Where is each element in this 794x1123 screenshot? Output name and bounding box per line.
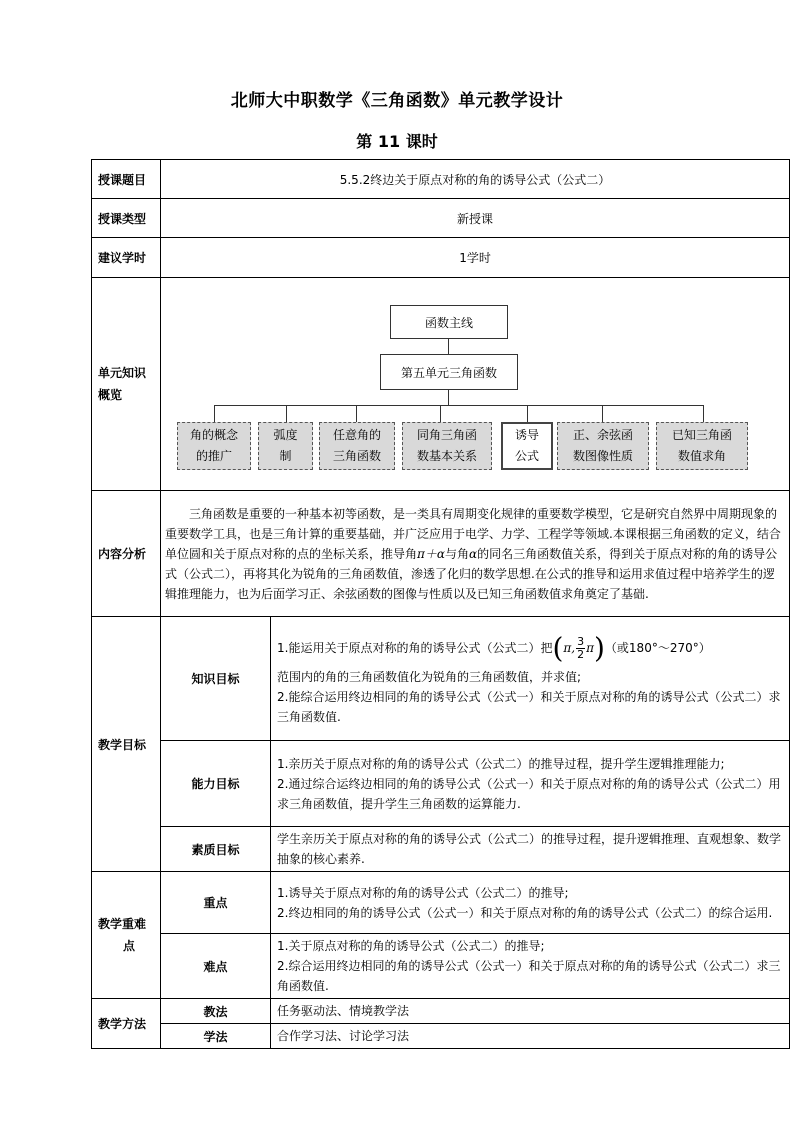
diagram-node-trig-functions: 任意角的 三角函数: [319, 422, 395, 470]
diagram-node-radian: 弧度 制: [258, 422, 313, 470]
connector-line: [527, 405, 528, 422]
row-topic: [92, 160, 790, 199]
knowledge-structure-diagram: [161, 279, 789, 489]
connector-line: [214, 405, 215, 422]
teaching-method-value: 任务驱动法、情境教学法: [271, 999, 790, 1024]
connector-line: [286, 405, 287, 422]
diagram-root-box: 函数主线: [390, 305, 508, 339]
keypoints-label: 教学重难 点: [92, 872, 161, 999]
teaching-method-label: 教法: [161, 999, 271, 1024]
connector-line: [703, 405, 704, 422]
row-difficult-points: [92, 934, 790, 999]
ability-objective-label: 能力目标: [161, 741, 271, 827]
type-value: 新授课: [161, 199, 790, 238]
row-overview: [92, 278, 790, 491]
row-knowledge-objective: [92, 617, 790, 741]
row-type: [92, 199, 790, 238]
hours-value: 1学时: [161, 238, 790, 278]
analysis-text: 三角函数是重要的一种基本初等函数，是一类具有周期变化规律的重要数学模型，它是研究自然界中周期现象的重要数学工具，也是三角计算的重要基础，并广泛应用于电学、力学、工程学等领域.本课根据三角函数的定义，结合单位圆和关于原点对称的点的坐标关系，推导角π＋α与角α的同名三角函数值关系，得到关于原点对称的角的诱导公式（公式二），再将其化为锐角的三角函数值，渗透了化归的数学思想.在公式的推导和运用求值过程中培养学生的逻辑推理能力，也为后面学习正、余弦函数的图像与性质以及已知三角函数值求角奠定了基础.: [165, 506, 781, 601]
diagram-node-basic-relations: 同角三角函 数基本关系: [402, 422, 492, 470]
connector-line: [448, 389, 449, 405]
overview-label-line2: 概览: [98, 388, 123, 402]
document-title: 北师大中职数学《三角函数》单元教学设计: [230, 91, 564, 111]
row-analysis: [92, 491, 790, 617]
key-point-content: 1.诱导关于原点对称的角的诱导公式（公式二）的推导; 2.终边相同的角的诱导公式（公式一）和关于原点对称的角的诱导公式（公式二）的综合运用.: [271, 872, 790, 934]
knowledge-objective-content: 1.能运用关于原点对称的角的诱导公式（公式二）把(π, $\frac{3}{2}$ π)（或180°～270°） 范围内的角的三角函数值化为锐角的三角函数值，并求值; 2.能综合运用终边相同的角的诱导公式（公式一）和关于原点对称的角的诱导公式（公式二）求三角函数值.: [271, 617, 790, 741]
connector-line: [440, 405, 441, 422]
row-teaching-method: [92, 999, 790, 1024]
diagram-node-induction-formula: 诱导 公式: [501, 422, 553, 470]
overview-label: [92, 278, 161, 491]
diagram-node-angle-concept: 角的概念 的推广: [177, 422, 251, 470]
difficult-point-content: 1.关于原点对称的角的诱导公式（公式二）的推导; 2.综合运用终边相同的角的诱导公式（公式一）和关于原点对称的角的诱导公式（公式二）求三角函数值.: [271, 934, 790, 999]
learning-method-value: 合作学习法、讨论学习法: [271, 1024, 790, 1049]
connector-bar: [214, 405, 703, 406]
difficult-point-label: 难点: [161, 934, 271, 999]
hours-label: 建议学时: [92, 238, 161, 278]
connector-line: [448, 338, 449, 354]
diagram-node-sine-cosine-graphs: 正、余弦函 数图像性质: [557, 422, 649, 470]
topic-value: 5.5.2终边关于原点对称的角的诱导公式（公式二）: [161, 160, 790, 199]
row-learning-method: [92, 1024, 790, 1049]
row-hours: [92, 238, 790, 278]
analysis-cell: [161, 491, 790, 617]
literacy-objective-content: 学生亲历关于原点对称的角的诱导公式（公式二）的推导过程，提升逻辑推理、直观想象、数学抽象的核心素养.: [271, 827, 790, 872]
topic-label: 授课题目: [92, 160, 161, 199]
learning-method-label: 学法: [161, 1024, 271, 1049]
overview-label-line1: 单元知识: [98, 366, 147, 380]
math-alpha: α: [469, 546, 478, 561]
connector-line: [602, 405, 603, 422]
knowledge-objective-label: 知识目标: [161, 617, 271, 741]
analysis-label: 内容分析: [92, 491, 161, 617]
methods-label: 教学方法: [92, 999, 161, 1049]
ability-objective-content: 1.亲历关于原点对称的角的诱导公式（公式二）的推导过程，提升学生逻辑推理能力; 2.通过综合运终边相同的角的诱导公式（公式一）和关于原点对称的角的诱导公式（公式二）用求三角函数值，提升学生三角函数的运算能力.: [271, 741, 790, 827]
objectives-label: 教学目标: [92, 617, 161, 872]
row-key-points: [92, 872, 790, 934]
math-pi-plus-alpha: π＋α: [417, 546, 446, 561]
diagram-node-find-angle: 已知三角函 数值求角: [656, 422, 748, 470]
key-point-label: 重点: [161, 872, 271, 934]
overview-diagram-cell: [161, 278, 790, 491]
type-label: 授课类型: [92, 199, 161, 238]
literacy-objective-label: 素质目标: [161, 827, 271, 872]
row-literacy-objective: [92, 827, 790, 872]
lesson-plan-table: [91, 159, 790, 1049]
connector-line: [356, 405, 357, 422]
fraction-three-halves: $\frac{3}{2}$: [577, 635, 585, 662]
row-ability-objective: [92, 741, 790, 827]
lesson-number: 第 11 课时: [356, 132, 438, 151]
diagram-unit-box: 第五单元三角函数: [380, 354, 518, 390]
